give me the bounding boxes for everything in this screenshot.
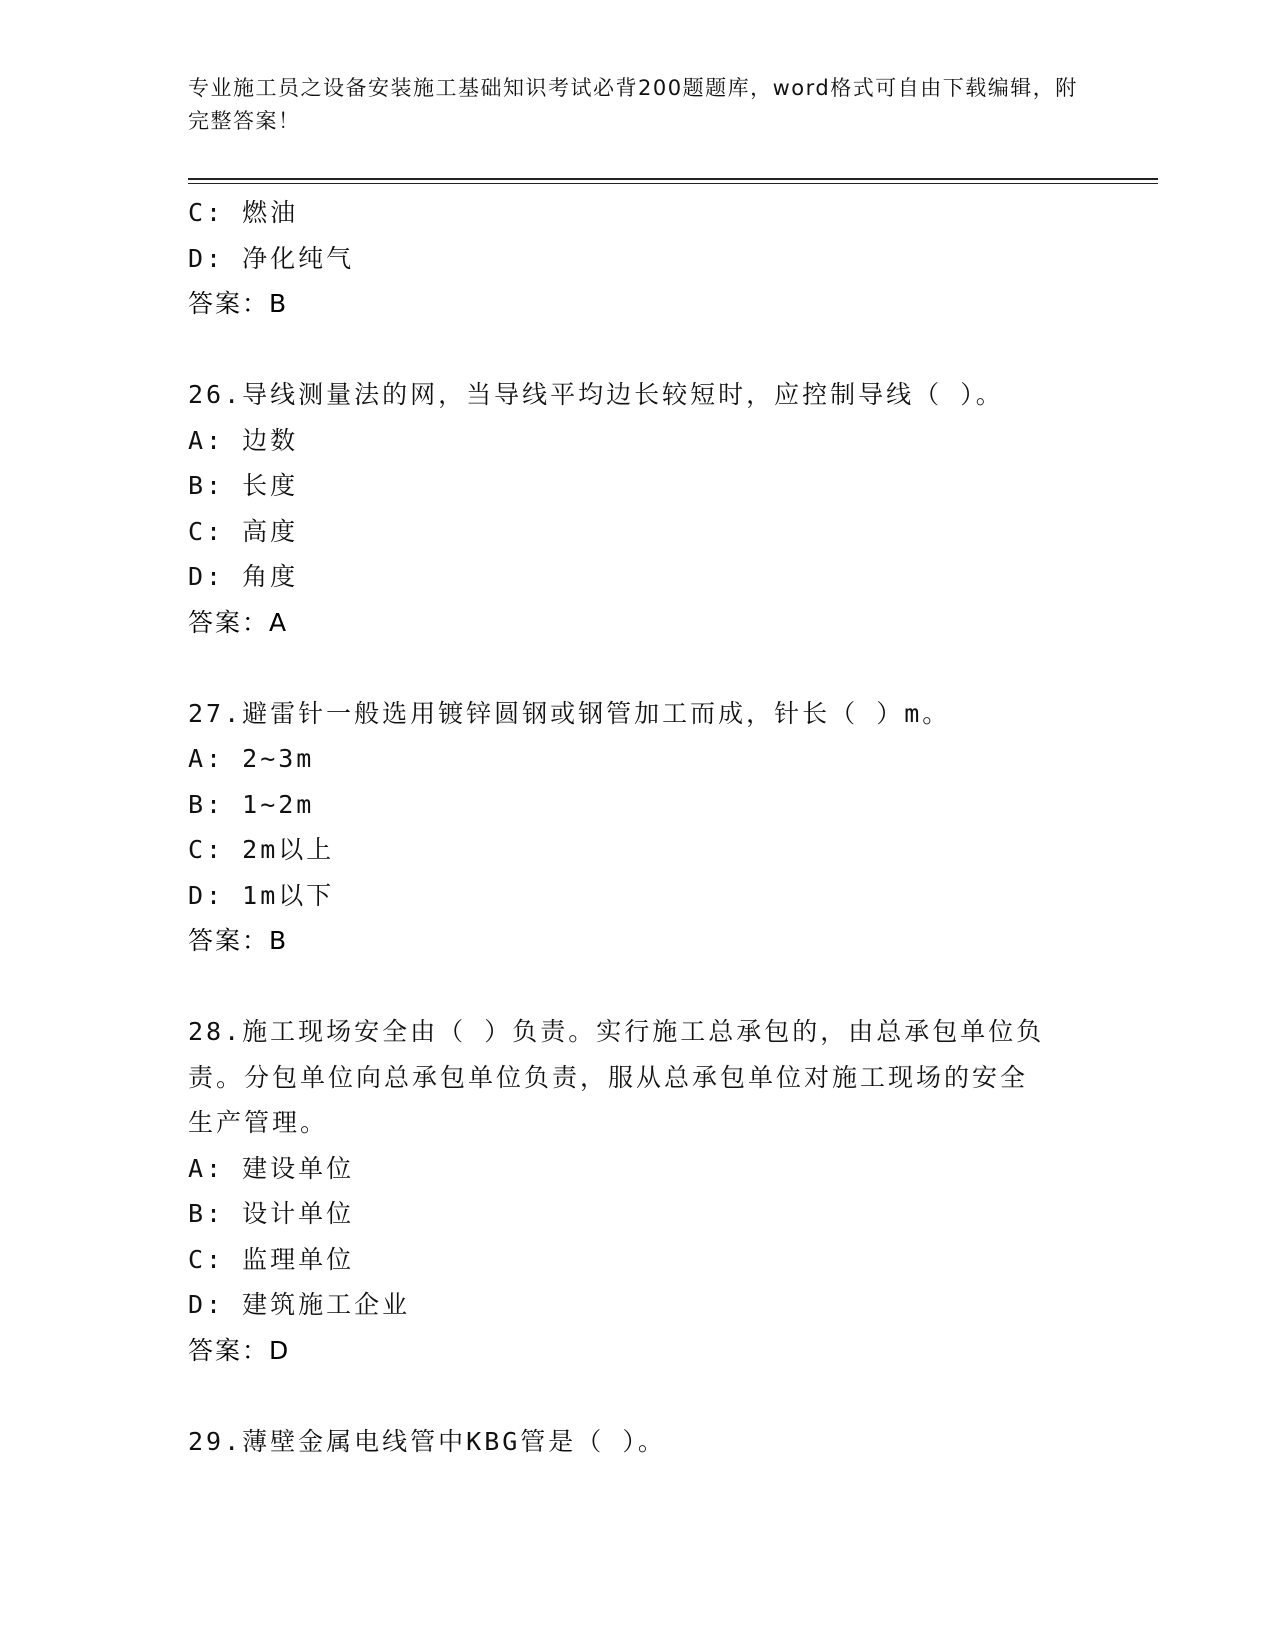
question-stem: 27.避雷针一般选用镀锌圆钢或钢管加工而成，针长（ ）m。: [188, 698, 951, 728]
option-c: C: 燃油: [188, 198, 299, 227]
answer: 答案：B: [188, 926, 289, 955]
question-list: [188, 190, 1068, 1464]
question-26: [188, 372, 1068, 645]
option-a: A: 建设单位: [188, 1153, 355, 1183]
question-stem-line-2: 责。分包单位向总承包单位负责，服从总承包单位对施工现场的安全: [188, 1062, 1029, 1092]
option-b: B: 长度: [188, 471, 299, 500]
option-a: A: 2~3m: [188, 744, 315, 773]
question-stem: 26.导线测量法的网，当导线平均边长较短时，应控制导线（ ）。: [188, 380, 1004, 409]
option-c: C: 高度: [188, 516, 299, 546]
option-d: D: 净化纯气: [188, 243, 355, 273]
spacer: [188, 645, 1068, 691]
header-rule-thin: [188, 183, 1158, 184]
answer: 答案：A: [188, 607, 289, 637]
option-a: A: 边数: [188, 425, 299, 455]
question-27: [188, 691, 1068, 964]
option-c: C: 监理单位: [188, 1244, 355, 1274]
answer: 答案：B: [188, 289, 289, 318]
option-d: D: 角度: [188, 562, 299, 591]
option-b: B: 1~2m: [188, 789, 315, 819]
previous-question-tail: [188, 190, 1068, 327]
header-title: 专业施工员之设备安装施工基础知识考试必背200题题库，word格式可自由下载编辑，附完整答案！: [188, 76, 1078, 133]
question-stem: 29.薄壁金属电线管中KBG管是（ ）。: [188, 1426, 666, 1456]
option-b: B: 设计单位: [188, 1199, 355, 1228]
option-d: D: 建筑施工企业: [188, 1290, 411, 1319]
option-d: D: 1m以下: [188, 880, 335, 910]
question-28: [188, 1009, 1068, 1373]
document-header: [188, 72, 1088, 138]
question-29: [188, 1419, 1068, 1465]
spacer: [188, 327, 1068, 373]
option-c: C: 2m以上: [188, 835, 335, 864]
question-stem-line-1: 28.施工现场安全由（ ）负责。实行施工总承包的，由总承包单位负: [188, 1017, 1045, 1046]
spacer: [188, 1373, 1068, 1419]
header-rule-thick: [188, 178, 1158, 180]
question-stem-line-3: 生产管理。: [188, 1108, 329, 1137]
spacer: [188, 964, 1068, 1010]
answer: 答案：D: [188, 1335, 291, 1365]
